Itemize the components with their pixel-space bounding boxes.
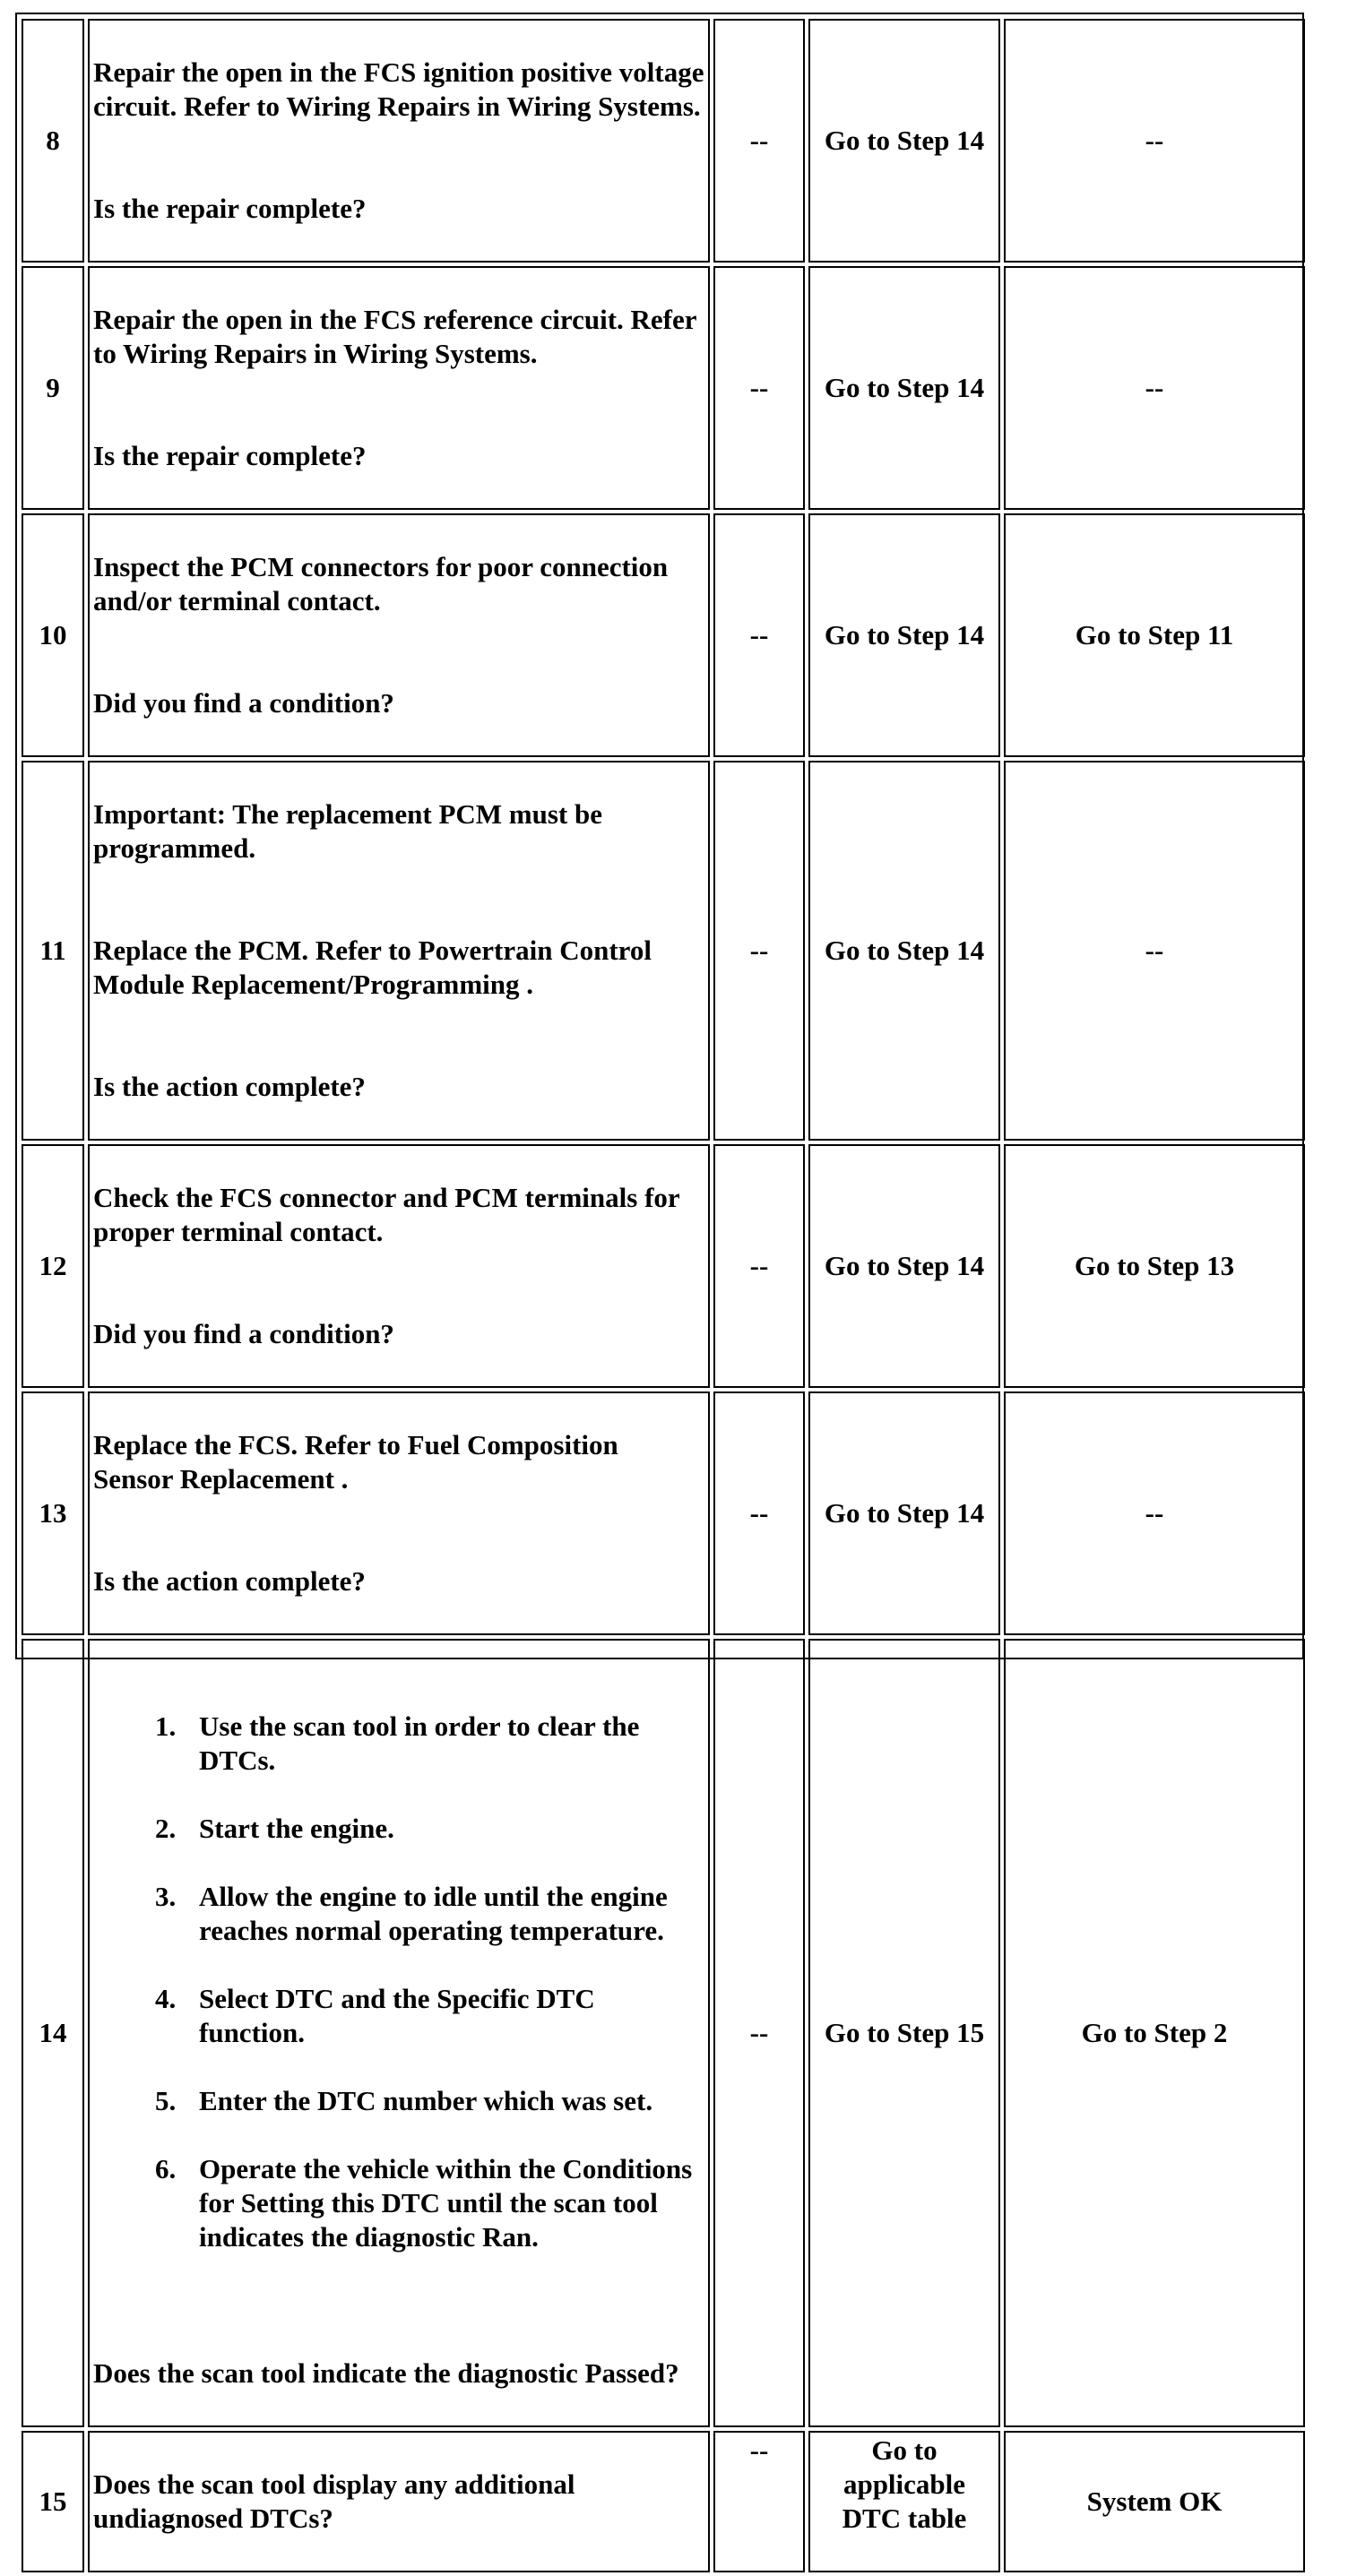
action-text: Replace the FCS. Refer to Fuel Composition Sensor Replacement . bbox=[93, 1429, 618, 1495]
action-text: Repair the open in the FCS ignition positive voltage circuit. Refer to Wiring Repairs in Wiring Systems. bbox=[93, 56, 704, 122]
yes-result: Go to Step 14 bbox=[808, 1144, 1000, 1388]
no-result: Go to Step 13 bbox=[1004, 1144, 1305, 1388]
diagnostic-table-body bbox=[22, 19, 1305, 2572]
yes-result: Go to Step 14 bbox=[808, 513, 1000, 757]
value-cell: -- bbox=[713, 2431, 805, 2572]
table-row bbox=[22, 1639, 1305, 2427]
value-cell: -- bbox=[713, 1144, 805, 1388]
action-question: Did you find a condition? bbox=[93, 687, 394, 719]
no-result: Go to Step 2 bbox=[1004, 1639, 1305, 2427]
value-cell: -- bbox=[713, 19, 805, 263]
list-item: 6. Operate the vehicle within the Conditions for Setting this DTC until the scan tool indicates the diagnostic Ran. bbox=[183, 2152, 704, 2254]
action-cell bbox=[88, 1391, 710, 1635]
action-cell bbox=[88, 266, 710, 510]
action-cell bbox=[88, 1639, 710, 2427]
step-number: 14 bbox=[22, 1639, 84, 2427]
yes-result: Go to Step 14 bbox=[808, 761, 1000, 1141]
action-question: Does the scan tool indicate the diagnostic Passed? bbox=[93, 2357, 679, 2389]
value-cell: -- bbox=[713, 761, 805, 1141]
table-row bbox=[22, 2431, 1305, 2572]
value-cell: -- bbox=[713, 1639, 805, 2427]
step-number: 11 bbox=[22, 761, 84, 1141]
step-number: 15 bbox=[22, 2431, 84, 2572]
yes-result: Go to Step 14 bbox=[808, 266, 1000, 510]
no-result: -- bbox=[1004, 19, 1305, 263]
action-question: Is the action complete? bbox=[93, 1071, 366, 1102]
action-question: Is the repair complete? bbox=[93, 440, 367, 471]
list-item: 5. Enter the DTC number which was set. bbox=[183, 2084, 704, 2118]
value-cell: -- bbox=[713, 266, 805, 510]
yes-result: Go to Step 14 bbox=[808, 1391, 1000, 1635]
no-result: System OK bbox=[1004, 2431, 1305, 2572]
table-row bbox=[22, 1144, 1305, 1388]
step-number: 9 bbox=[22, 266, 84, 510]
action-text: Check the FCS connector and PCM terminals for proper terminal contact. bbox=[93, 1182, 680, 1247]
action-question: Did you find a condition? bbox=[93, 1318, 394, 1349]
no-result: -- bbox=[1004, 761, 1305, 1141]
value-cell: -- bbox=[713, 1391, 805, 1635]
action-cell bbox=[88, 513, 710, 757]
action-cell bbox=[88, 1144, 710, 1388]
action-cell bbox=[88, 761, 710, 1141]
step-number: 10 bbox=[22, 513, 84, 757]
no-result: -- bbox=[1004, 266, 1305, 510]
list-item: 2. Start the engine. bbox=[183, 1812, 704, 1846]
action-text: Replace the PCM. Refer to Powertrain Control Module Replacement/Programming . bbox=[93, 935, 652, 1000]
diagnostic-table-frame bbox=[15, 13, 1304, 2534]
yes-result: Go to Step 14 bbox=[808, 19, 1000, 263]
list-item: 1. Use the scan tool in order to clear the DTCs. bbox=[183, 1710, 704, 1778]
list-item: 4. Select DTC and the Specific DTC function. bbox=[183, 1982, 704, 2050]
action-question: Does the scan tool display any additional undiagnosed DTCs? bbox=[93, 2468, 575, 2534]
step-number: 12 bbox=[22, 1144, 84, 1388]
no-result: Go to Step 11 bbox=[1004, 513, 1305, 757]
procedure-list bbox=[93, 1676, 704, 2288]
action-important-note: Important: The replacement PCM must be programmed. bbox=[93, 798, 602, 864]
yes-result: Go to Step 15 bbox=[808, 1639, 1000, 2427]
action-text: Inspect the PCM connectors for poor connection and/or terminal contact. bbox=[93, 551, 669, 616]
table-row bbox=[22, 19, 1305, 263]
table-row bbox=[22, 513, 1305, 757]
table-row bbox=[22, 266, 1305, 510]
action-text: Repair the open in the FCS reference circuit. Refer to Wiring Repairs in Wiring Systems. bbox=[93, 304, 696, 369]
diagnostic-table bbox=[18, 15, 1309, 2576]
list-item: 3. Allow the engine to idle until the engine reaches normal operating temperature. bbox=[183, 1880, 704, 1948]
table-row bbox=[22, 761, 1305, 1141]
action-question: Is the action complete? bbox=[93, 1565, 366, 1597]
action-cell bbox=[88, 2431, 710, 2572]
table-row bbox=[22, 1391, 1305, 1635]
action-question: Is the repair complete? bbox=[93, 193, 367, 224]
value-cell: -- bbox=[713, 513, 805, 757]
yes-result: Go to applicable DTC table bbox=[808, 2431, 1000, 2572]
action-cell bbox=[88, 19, 710, 263]
step-number: 13 bbox=[22, 1391, 84, 1635]
no-result: -- bbox=[1004, 1391, 1305, 1635]
step-number: 8 bbox=[22, 19, 84, 263]
